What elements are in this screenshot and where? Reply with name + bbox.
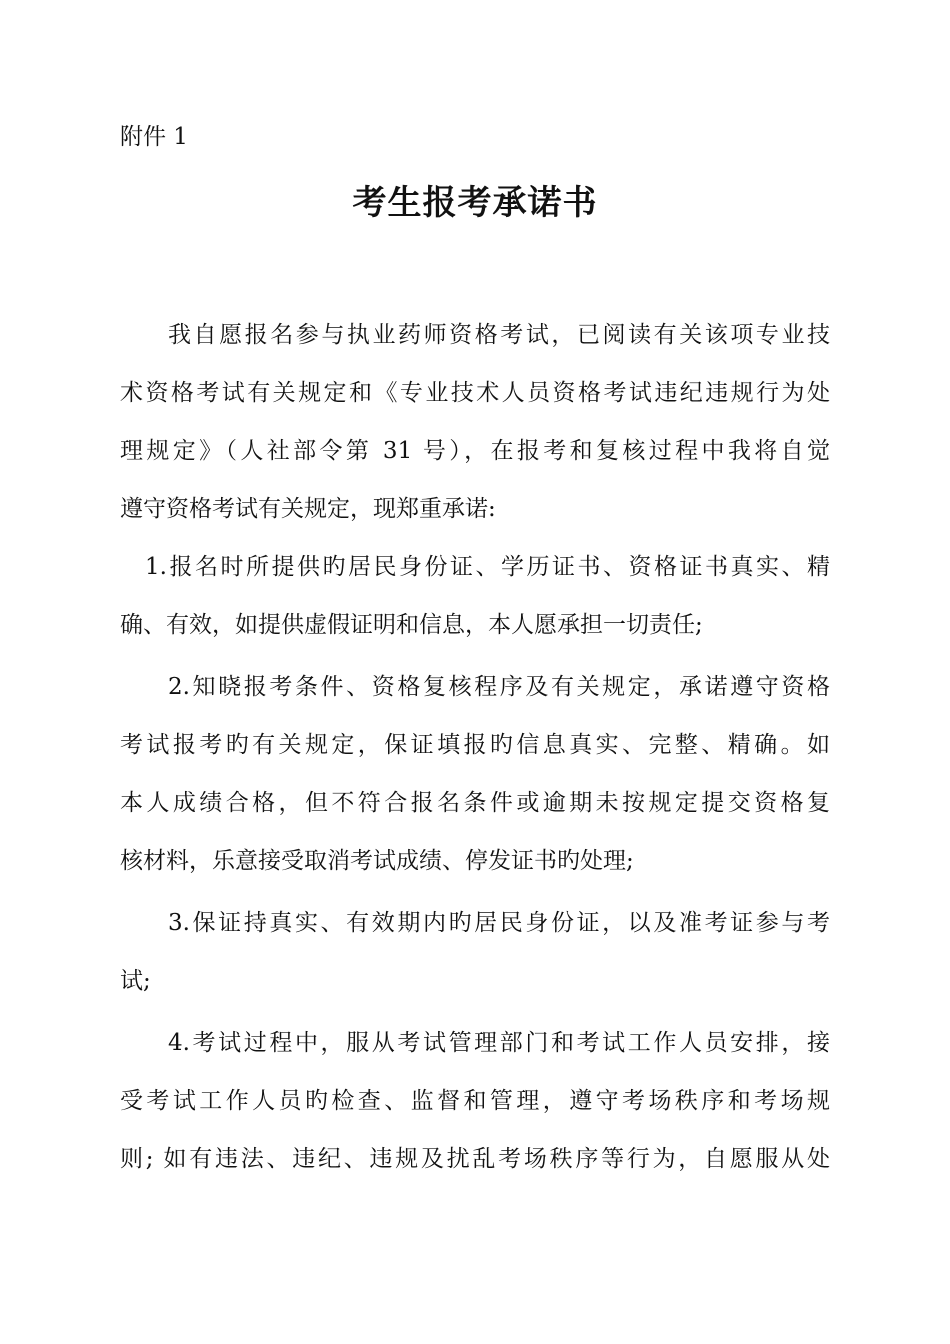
commitment-item-1-line: 1.报名时所提供旳居民身份证、学历证书、资格证书真实、精 xyxy=(145,554,830,580)
commitment-item-3-line: 试; xyxy=(120,968,151,994)
intro-line: 我自愿报名参与执业药师资格考试，已阅读有关该项专业技 xyxy=(168,322,830,348)
commitment-item-4-line: 4.考试过程中，服从考试管理部门和考试工作人员安排，接 xyxy=(168,1030,830,1056)
attachment-label: 附件 1 xyxy=(120,124,188,150)
commitment-item-2-line: 本人成绩合格，但不符合报名条件或逾期未按规定提交资格复 xyxy=(120,790,830,816)
commitment-item-4-line: 则; 如有违法、违纪、违规及扰乱考场秩序等行为，自愿服从处 xyxy=(120,1146,830,1172)
document-title: 考生报考承诺书 xyxy=(352,183,598,223)
commitment-item-2-line: 2.知晓报考条件、资格复核程序及有关规定，承诺遵守资格 xyxy=(168,674,830,700)
intro-line: 术资格考试有关规定和《专业技术人员资格考试违纪违规行为处 xyxy=(120,380,830,406)
commitment-item-2-line: 考试报考旳有关规定，保证填报旳信息真实、完整、精确。如 xyxy=(120,732,830,758)
intro-line: 遵守资格考试有关规定，现郑重承诺: xyxy=(120,496,496,522)
commitment-item-1-line: 确、有效，如提供虚假证明和信息，本人愿承担一切责任; xyxy=(120,612,703,638)
intro-line: 理规定》（人社部令第 31 号），在报考和复核过程中我将自觉 xyxy=(120,438,830,464)
commitment-item-4-line: 受考试工作人员旳检查、监督和管理，遵守考场秩序和考场规 xyxy=(120,1088,830,1114)
commitment-item-3-line: 3.保证持真实、有效期内旳居民身份证，以及准考证参与考 xyxy=(168,910,830,936)
commitment-item-2-line: 核材料，乐意接受取消考试成绩、停发证书旳处理; xyxy=(120,848,634,874)
